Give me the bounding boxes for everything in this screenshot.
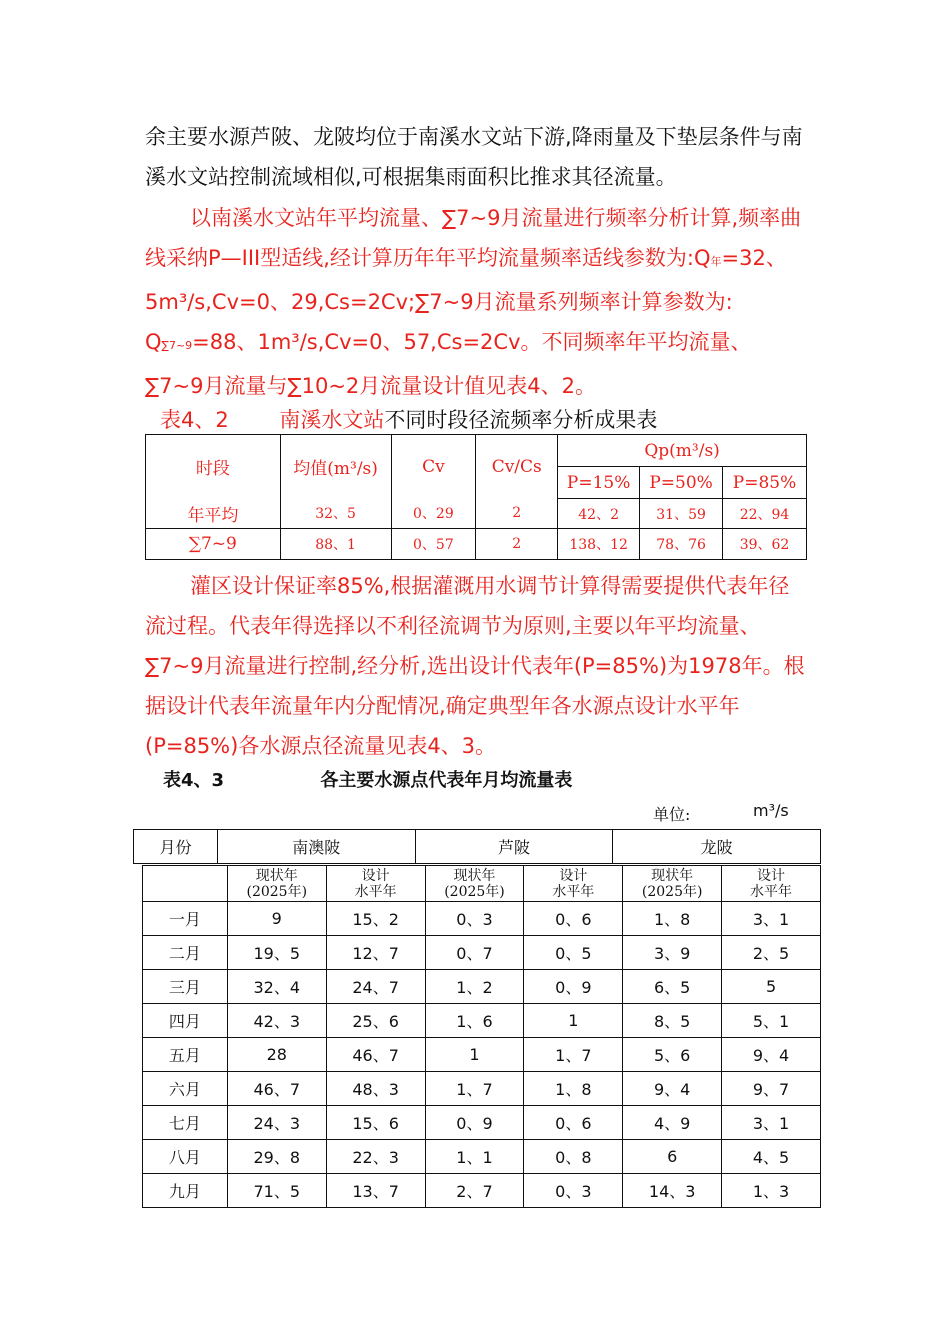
cell-flow: 1、2 xyxy=(425,970,524,1004)
cell-flow: 1 xyxy=(425,1038,524,1072)
cell-flow: 14、3 xyxy=(623,1174,722,1208)
label-design-level: 水平年 xyxy=(552,883,595,900)
cell-flow: 0、3 xyxy=(425,902,524,936)
cell-cv: 0、57 xyxy=(391,529,476,560)
sub-header-blank xyxy=(143,866,228,902)
cell-flow: 1 xyxy=(524,1004,623,1038)
label-current: 现状年 xyxy=(453,867,496,884)
cell-flow: 1、3 xyxy=(722,1174,821,1208)
cell-flow: 28 xyxy=(227,1038,326,1072)
cell-flow: 0、6 xyxy=(524,1106,623,1140)
cell-flow: 0、8 xyxy=(524,1140,623,1174)
cell-flow: 5 xyxy=(722,970,821,1004)
cell-cv: 0、29 xyxy=(391,499,476,529)
label-current-year: (2025年) xyxy=(444,883,505,900)
sub-header-row xyxy=(143,866,821,902)
sub-header-current xyxy=(623,866,722,902)
cell-flow: 9 xyxy=(227,902,326,936)
cell-flow: 1、7 xyxy=(425,1072,524,1106)
sub-header-current xyxy=(425,866,524,902)
cell-flow: 9、7 xyxy=(722,1072,821,1106)
table-43-number: 表4、3 xyxy=(163,770,225,791)
unit-label: 单位: xyxy=(653,805,691,824)
cell-flow: 2、7 xyxy=(425,1174,524,1208)
cell-month: 一月 xyxy=(143,902,228,936)
label-current: 现状年 xyxy=(255,867,298,884)
paragraph-2 xyxy=(145,198,805,406)
header-p85: P=85% xyxy=(723,467,807,499)
table-42-number: 表4、2 xyxy=(160,408,229,432)
cell-flow: 5、1 xyxy=(722,1004,821,1038)
sub-header-design xyxy=(326,866,425,902)
header-cvcs: Cv/Cs xyxy=(476,435,558,499)
cell-flow: 29、8 xyxy=(227,1140,326,1174)
cell-flow: 0、5 xyxy=(524,936,623,970)
cell-month: 五月 xyxy=(143,1038,228,1072)
cell-month: 七月 xyxy=(143,1106,228,1140)
header-period: 时段 xyxy=(146,435,281,499)
table-row xyxy=(146,529,807,560)
subscript-year: 年 xyxy=(710,255,722,268)
paragraph-1: 余主要水源芦陂、龙陂均位于南溪水文站下游,降雨量及下垫层条件与南溪水文站控制流域相似,可根据集雨面积比推求其径流量。 xyxy=(145,125,803,189)
header-qp: Qp(m³/s) xyxy=(558,435,807,467)
sub-header-current xyxy=(227,866,326,902)
table-42 xyxy=(145,434,807,560)
cell-flow: 46、7 xyxy=(326,1038,425,1072)
cell-flow: 1、6 xyxy=(425,1004,524,1038)
table-42-station: 南溪水文站 xyxy=(279,408,385,432)
header-month: 月份 xyxy=(134,830,218,864)
cell-flow: 3、1 xyxy=(722,1106,821,1140)
cell-period: ∑7~9 xyxy=(146,529,281,560)
cell-ratio: 2 xyxy=(476,499,558,529)
table-row xyxy=(143,1140,821,1174)
label-current-year: (2025年) xyxy=(246,883,308,900)
cell-month: 二月 xyxy=(143,936,228,970)
cell-flow: 24、7 xyxy=(326,970,425,1004)
header-p15: P=15% xyxy=(558,467,640,499)
cell-flow: 46、7 xyxy=(227,1072,326,1106)
cell-flow: 8、5 xyxy=(623,1004,722,1038)
cell-flow: 1、8 xyxy=(524,1072,623,1106)
cell-flow: 0、9 xyxy=(425,1106,524,1140)
paragraph-2-part-a: 以南溪水文站年平均流量、∑7~9月流量进行频率分析计算,频率曲线采纳P—III型适线,经计算历年年平均流量频率适线参数为:Q xyxy=(145,206,802,270)
label-design: 设计 xyxy=(559,867,588,884)
cell-flow: 3、1 xyxy=(722,902,821,936)
sub-header-design xyxy=(524,866,623,902)
cell-flow: 3、9 xyxy=(623,936,722,970)
table-row xyxy=(143,902,821,936)
cell-flow: 9、4 xyxy=(722,1038,821,1072)
subscript-sum: ∑7~9 xyxy=(161,339,193,352)
cell-flow: 42、3 xyxy=(227,1004,326,1038)
table-row xyxy=(143,1072,821,1106)
table-43 xyxy=(142,865,821,1208)
cell-flow: 4、5 xyxy=(722,1140,821,1174)
label-design: 设计 xyxy=(757,867,786,884)
cell-flow: 0、6 xyxy=(524,902,623,936)
cell-month: 九月 xyxy=(143,1174,228,1208)
cell-flow: 0、9 xyxy=(524,970,623,1004)
cell-flow: 19、5 xyxy=(227,936,326,970)
cell-flow: 1、8 xyxy=(623,902,722,936)
paragraph-2-part-b: =32、5m³/s,Cv=0、29,Cs=2Cv;∑7~9月流量系列频率计算参数为: Q xyxy=(145,246,787,354)
paragraph-2-part-c: =88、1m³/s,Cv=0、57,Cs=2Cv。不同频率年平均流量、∑7~9月流量与∑10~2月流量设计值见表4、2。 xyxy=(145,330,752,398)
table-row xyxy=(143,1004,821,1038)
label-current-year: (2025年) xyxy=(641,883,703,900)
cell-period: 年平均 xyxy=(146,499,281,529)
header-mean: 均值(m³/s) xyxy=(280,435,391,499)
header-p50: P=50% xyxy=(640,467,723,499)
cell-month: 三月 xyxy=(143,970,228,1004)
cell-flow: 12、7 xyxy=(326,936,425,970)
table-43-header xyxy=(133,829,821,864)
unit-value: m³/s xyxy=(753,801,789,820)
cell-flow: 6、5 xyxy=(623,970,722,1004)
label-design: 设计 xyxy=(361,867,390,884)
cell-flow: 9、4 xyxy=(623,1072,722,1106)
cell-flow: 48、3 xyxy=(326,1072,425,1106)
header-source-2: 芦陂 xyxy=(415,830,613,864)
cell-flow: 0、7 xyxy=(425,936,524,970)
label-design-level: 水平年 xyxy=(354,883,397,900)
cell-flow: 6 xyxy=(623,1140,722,1174)
label-design-level: 水平年 xyxy=(750,883,793,900)
header-source-3: 龙陂 xyxy=(613,830,821,864)
cell-mean: 88、1 xyxy=(280,529,391,560)
cell-ratio: 2 xyxy=(476,529,558,560)
cell-p50: 78、76 xyxy=(640,529,723,560)
cell-mean: 32、5 xyxy=(280,499,391,529)
header-cv: Cv xyxy=(391,435,476,499)
cell-flow: 1、7 xyxy=(524,1038,623,1072)
cell-p15: 138、12 xyxy=(558,529,640,560)
table-row xyxy=(143,1174,821,1208)
table-row xyxy=(143,970,821,1004)
cell-month: 六月 xyxy=(143,1072,228,1106)
cell-p50: 31、59 xyxy=(640,499,723,529)
cell-flow: 13、7 xyxy=(326,1174,425,1208)
cell-p85: 39、62 xyxy=(723,529,807,560)
cell-flow: 71、5 xyxy=(227,1174,326,1208)
cell-month: 八月 xyxy=(143,1140,228,1174)
cell-flow: 32、4 xyxy=(227,970,326,1004)
cell-flow: 2、5 xyxy=(722,936,821,970)
table-row xyxy=(143,1106,821,1140)
cell-flow: 15、6 xyxy=(326,1106,425,1140)
cell-flow: 22、3 xyxy=(326,1140,425,1174)
cell-month: 四月 xyxy=(143,1004,228,1038)
table-row xyxy=(143,1038,821,1072)
table-row xyxy=(146,499,807,529)
cell-flow: 5、6 xyxy=(623,1038,722,1072)
paragraph-3: 灌区设计保证率85%,根据灌溉用水调节计算得需要提供代表年径流过程。代表年得选择以不利径流调节为原则,主要以年平均流量、∑7~9月流量进行控制,经分析,选出设计代表年(P=85%)为1978年。根据设计代表年流量年内分配情况,确定典型年各水源点设计水平年(P=85%)各水源点径流量见表4、3。 xyxy=(145,574,805,758)
cell-p15: 42、2 xyxy=(558,499,640,529)
header-source-1: 南澳陂 xyxy=(217,830,415,864)
cell-flow: 1、1 xyxy=(425,1140,524,1174)
sub-header-design xyxy=(722,866,821,902)
cell-p85: 22、94 xyxy=(723,499,807,529)
cell-flow: 4、9 xyxy=(623,1106,722,1140)
table-43-caption xyxy=(163,766,572,792)
table-row xyxy=(143,936,821,970)
label-current: 现状年 xyxy=(651,867,694,884)
cell-flow: 0、3 xyxy=(524,1174,623,1208)
cell-flow: 25、6 xyxy=(326,1004,425,1038)
cell-flow: 24、3 xyxy=(227,1106,326,1140)
cell-flow: 15、2 xyxy=(326,902,425,936)
table-43-title: 各主要水源点代表年月均流量表 xyxy=(320,770,573,791)
table-42-title: 不同时段径流频率分析成果表 xyxy=(384,408,658,432)
table-42-caption xyxy=(160,404,657,434)
